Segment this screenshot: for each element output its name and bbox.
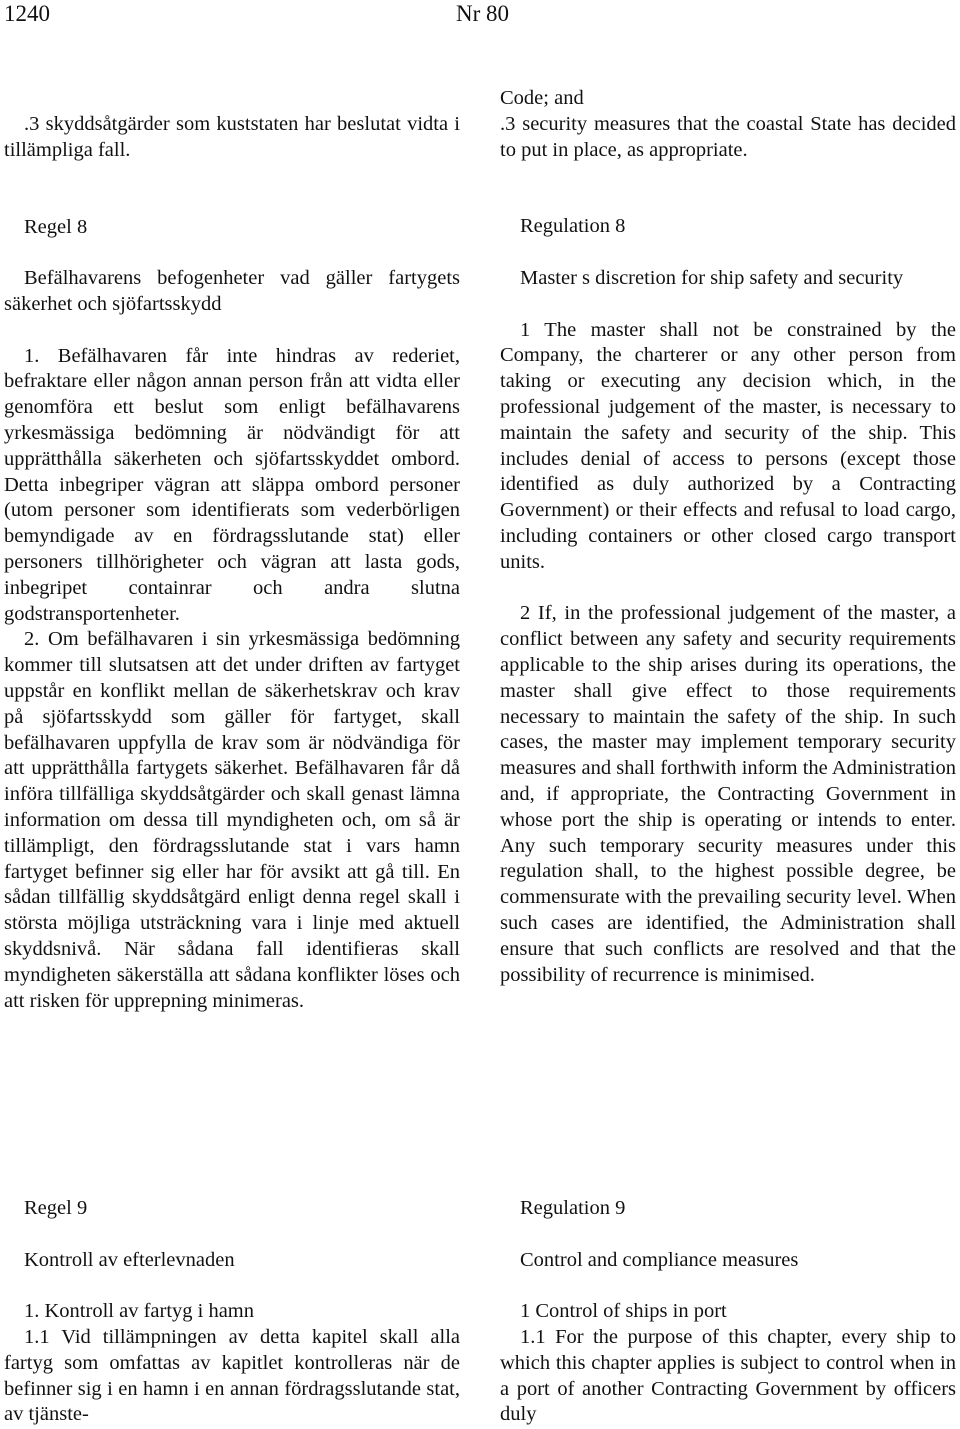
regulation-8-subheading: Master s discretion for ship safety and security: [520, 266, 904, 289]
swedish-column: [4, 112, 460, 1014]
page-number: 1240: [4, 1, 50, 26]
regulation-9-item-1: 1 Control of ships in port: [520, 1300, 727, 1323]
regulation-9-subheading: Control and compliance measures: [520, 1248, 799, 1271]
regulation-9-paragraph: 1.1 For the purpose of this chapter, every ship to which this chapter applies is subject to control when in a port of another Contracting Government by officers duly: [500, 1325, 956, 1426]
english-regulation-9: [500, 1196, 956, 1428]
regel-8-subheading: Befälhavarens befogenheter vad gäller fartygets säkerhet och sjöfartsskydd: [4, 267, 460, 315]
regel-9-heading: Regel 9: [24, 1197, 88, 1219]
regel-9-subheading: Kontroll av efterlevnaden: [24, 1248, 235, 1271]
regulation-8-heading: Regulation 8: [520, 215, 626, 238]
regulation-8-paragraph-1: 1 The master shall not be constrained by the Company, the charterer or any other person from taking or executing any decision which, in the professional judgement of the master, is necessary to maintain the safety and security of the ship. This includes denial of access to persons (except those identified as duly authorized by a Contracting Government) or their effects and refusal to load cargo, including containers or other closed cargo transport units.: [500, 318, 956, 573]
english-column: [500, 86, 956, 988]
regel-9-paragraph: 1.1 Vid tillämpningen av detta kapitel skall alla fartyg som omfattas av kapitlet kontrolleras när de befinner sig i en hamn i en annan fördragsslutande stat, av tjänste-: [4, 1325, 460, 1426]
top-measure-en: .3 security measures that the coastal State has decided to put in place, as appropriate.: [500, 112, 956, 161]
regulation-8-paragraph-2: 2 If, in the professional judgement of the master, a conflict between any safety and security requirements applicable to the ship arises during its operations, the master shall give effect to those requirements necessary to maintain the safety of the ship. In such cases, the master may implement temporary security measures and shall forthwith inform the Administration and, if appropriate, the Contracting Government in whose port the ship is operating or intends to enter. Any such temporary security measures under this regulation shall, to the highest possible degree, be commensurate with the prevailing security level. When such cases are identified, the Administration shall ensure that such conflicts are resolved and that the possibility of recurrence is minimised.: [500, 602, 956, 986]
top-measure-sv: .3 skyddsåtgärder som kuststaten har beslutat vidta i tillämpliga fall.: [4, 113, 460, 161]
regel-8-heading: Regel 8: [24, 215, 88, 238]
regel-8-paragraph-1: 1. Befälhavaren får inte hindras av rederiet, befraktare eller någon annan person från att vidta eller genomföra ett beslut som enligt befälhavarens yrkesmässiga bedömning är nödvändigt för att upprätthålla säkerheten och sjöfartsskyddet ombord. Detta inbegriper vägran att släppa ombord personer (utom personer som identifierats som vederbörligen bemyndigade av en fördragsslutande stat) eller personers tillhörigheter och vägran att lasta gods, inbegripet containrar och andra slutna godstransportenheter.: [4, 344, 460, 625]
swedish-regel-9: [4, 1196, 460, 1428]
top-code-line: Code; and: [500, 87, 584, 109]
issue-number: Nr 80: [456, 1, 510, 26]
regel-9-item-1: 1. Kontroll av fartyg i hamn: [24, 1300, 255, 1323]
regulation-9-heading: Regulation 9: [520, 1197, 626, 1219]
regel-8-paragraph-2: 2. Om befälhavaren i sin yrkesmässiga bedömning kommer till slutsatsen att det under driften av fartyget uppstår en konflikt mellan de säkerhetskrav och krav på sjöfartsskydd som gäller för fartyget, skall befälhavaren uppfylla de krav som är nödvändiga för att upprätthålla fartygets säkerhet. Befälhavaren får då införa tillfälliga skyddsåtgärder och skall genast lämna information om dessa till myndigheten och, om så är tillämpligt, den fördragsslutande stat i vars hamn fartyget befinner sig eller har för avsikt att gå till. En sådan tillfällig skyddsåtgärd enligt denna regel skall i största möjliga utsträckning vara i linje med aktuell skyddsnivå. När sådana fall identifieras skall myndigheten säkerställa att sådana konflikter löses och att risken för upprepning minimeras.: [4, 628, 460, 1012]
